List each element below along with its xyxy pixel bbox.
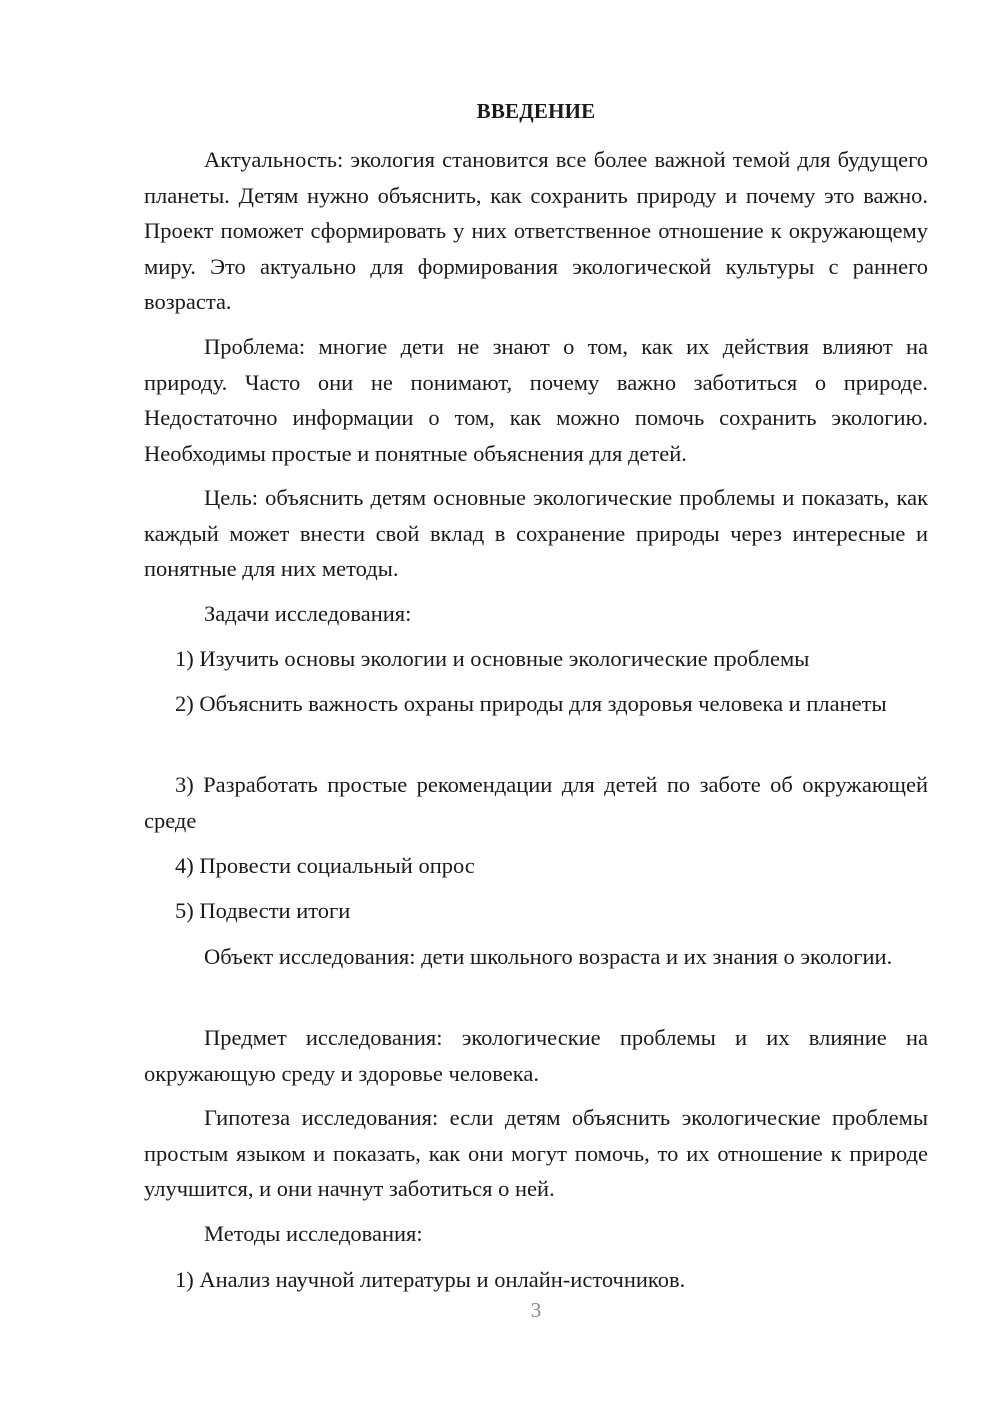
tasks-heading: Задачи исследования: — [204, 601, 412, 626]
task-item-2: 2) Объяснить важность охраны природы для здоровья человека и планеты — [175, 691, 887, 716]
paragraph-subject: Предмет исследования: экологические проблемы и их влияние на окружающую среду и здоровье человека. — [144, 1025, 928, 1086]
paragraph-problem: Проблема: многие дети не знают о том, как их действия влияют на природу. Часто они не понимают, почему важно заботиться о природе. Недостаточно информации о том, как можно помочь сохранить экологию. Необходимы простые и понятные объяснения для детей. — [144, 334, 928, 466]
paragraph-hypothesis: Гипотеза исследования: если детям объяснить экологические проблемы простым языком и показать, как они могут помочь, то их отношение к природе улучшится, и они начнут заботиться о ней. — [144, 1105, 928, 1201]
paragraph-object: Объект исследования: дети школьного возраста и их знания о экологии. — [204, 944, 893, 969]
task-item-3: 3) Разработать простые рекомендации для детей по заботе об окружающей среде — [144, 772, 928, 833]
paragraph-relevance: Актуальность: экология становится все более важной темой для будущего планеты. Детям нужно объяснить, как сохранить природу и почему это важно. Проект поможет сформировать у них ответственное отношение к окружающему миру. Это актуально для формирования экологической культуры с раннего возраста. — [144, 147, 928, 314]
paragraph-goal: Цель: объяснить детям основные экологические проблемы и показать, как каждый может внести свой вклад в сохранение природы через интересные и понятные для них методы. — [144, 485, 928, 581]
task-item-1: 1) Изучить основы экологии и основные экологические проблемы — [175, 646, 810, 671]
task-item-5: 5) Подвести итоги — [175, 898, 351, 923]
methods-heading: Методы исследования: — [204, 1221, 423, 1246]
page-number: 3 — [530, 1298, 542, 1322]
task-item-4: 4) Провести социальный опрос — [175, 853, 475, 878]
method-item-1: 1) Анализ научной литературы и онлайн-источников. — [175, 1267, 686, 1292]
section-title: ВВЕДЕНИЕ — [476, 99, 596, 123]
